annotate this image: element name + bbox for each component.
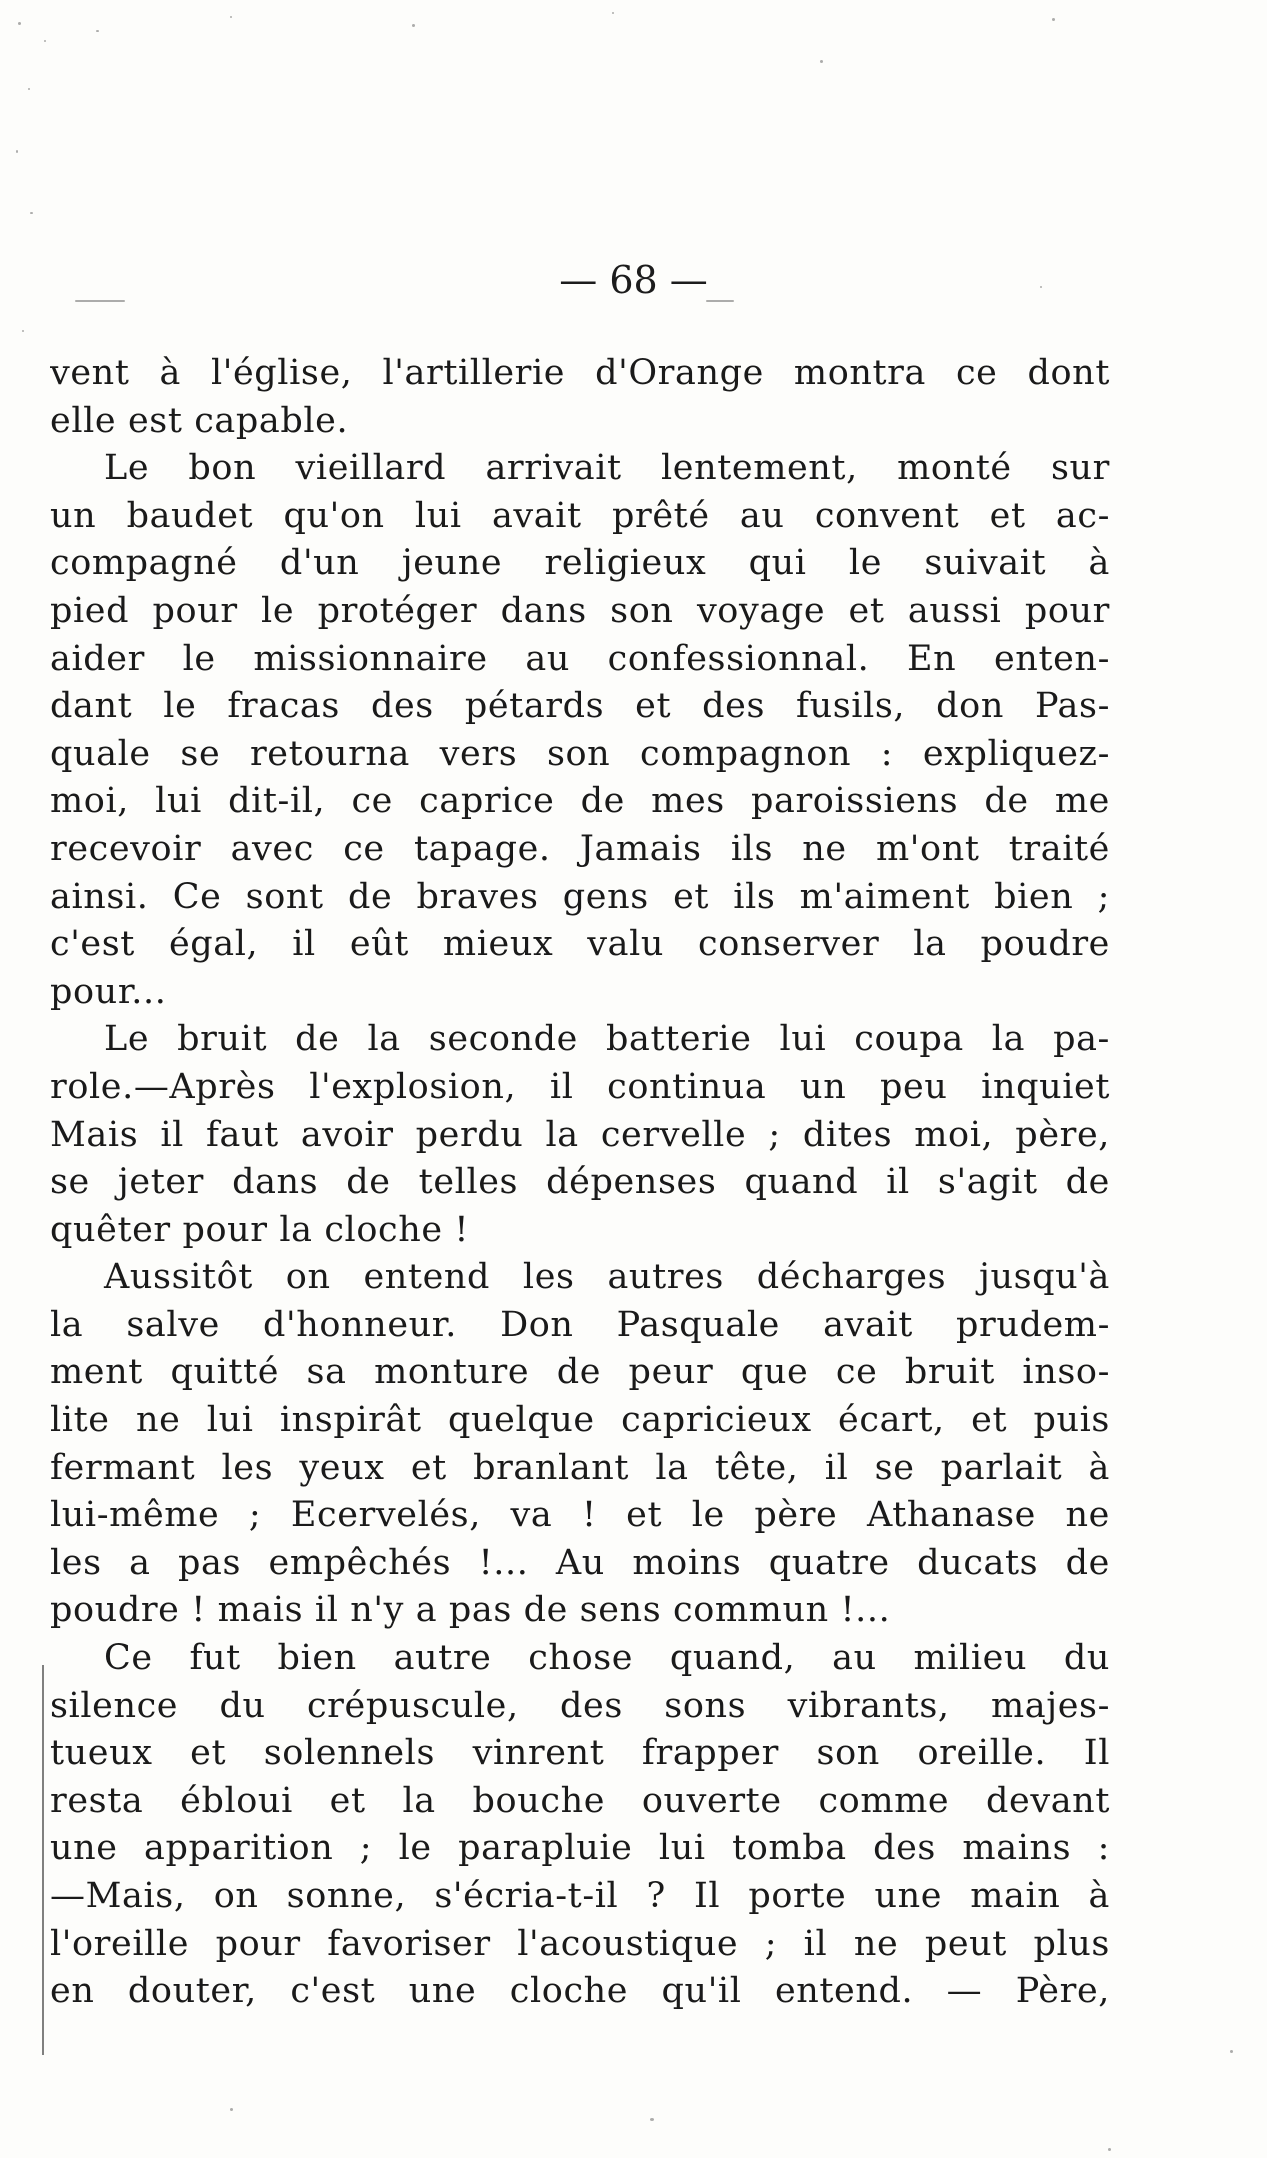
text-line: resta ébloui et la bouche ouverte comme devant — [50, 1780, 1110, 1821]
text-line: se jeter dans de telles dépenses quand il s'agit de — [50, 1162, 1110, 1203]
text-line: Mais il faut avoir perdu la cervelle ; dites moi, père, — [50, 1114, 1110, 1155]
text-line: la salve d'honneur. Don Pasquale avait prudem- — [50, 1304, 1110, 1345]
text-line: tueux et solennels vinrent frapper son oreille. Il — [50, 1733, 1110, 1774]
page-number: — 68 — — [559, 258, 708, 302]
text-line: pied pour le protéger dans son voyage et aussi pour — [50, 590, 1110, 631]
ink-speck — [22, 330, 24, 332]
text-line: vent à l'église, l'artillerie d'Orange montra ce dont — [50, 353, 1110, 393]
text-line: quale se retourna vers son compagnon : expliquez- — [50, 733, 1110, 774]
text-line: elle est capable. — [50, 400, 349, 441]
ink-speck — [1230, 2050, 1233, 2053]
ink-speck — [230, 2108, 233, 2111]
text-line: l'oreille pour favoriser l'acoustique ; il ne peut plus — [50, 1923, 1110, 1964]
text-line: poudre ! mais il n'y a pas de sens commun !... — [50, 1590, 891, 1631]
text-line: c'est égal, il eût mieux valu conserver la poudre — [50, 924, 1110, 965]
text-line: Le bruit de la seconde batterie lui coupa la pa- — [104, 1019, 1110, 1060]
text-line: —Mais, on sonne, s'écria-t-il ? Il porte une main à — [50, 1876, 1110, 1916]
text-line: en douter, c'est une cloche qu'il entend. — Père, — [50, 1971, 1110, 2012]
ink-speck — [412, 24, 415, 27]
text-line: recevoir avec ce tapage. Jamais ils ne m'ont traité — [50, 828, 1110, 869]
text-line: Le bon vieillard arrivait lentement, monté sur — [104, 448, 1110, 489]
text-line: Aussitôt on entend les autres décharges jusqu'à — [104, 1257, 1110, 1298]
ink-speck — [28, 88, 30, 90]
text-line: les a pas empêchés !... Au moins quatre ducats de — [50, 1542, 1110, 1583]
ink-speck — [1052, 18, 1055, 21]
ink-speck — [16, 150, 18, 153]
text-line: aider le missionnaire au confessionnal. En enten- — [50, 638, 1110, 679]
text-line: role.—Après l'explosion, il continua un peu inquiet — [50, 1066, 1110, 1107]
text-line: fermant les yeux et branlant la tête, il se parlait à — [50, 1447, 1110, 1488]
ink-speck — [30, 212, 33, 214]
ink-speck — [230, 16, 232, 18]
text-line: compagné d'un jeune religieux qui le suivait à — [50, 543, 1110, 584]
text-line: dant le fracas des pétards et des fusils, don Pas- — [50, 686, 1110, 727]
text-line: quêter pour la cloche ! — [50, 1209, 470, 1250]
ink-speck — [18, 22, 21, 25]
ink-speck — [1108, 2148, 1111, 2151]
text-line: silence du crépuscule, des sons vibrants, majes- — [50, 1685, 1110, 1726]
ink-speck — [820, 60, 823, 63]
text-line: lite ne lui inspirât quelque capricieux écart, et puis — [50, 1400, 1110, 1441]
text-line: une apparition ; le parapluie lui tomba des mains : — [50, 1828, 1110, 1869]
text-line: pour... — [50, 971, 167, 1012]
ink-speck — [650, 2118, 654, 2121]
ink-speck — [612, 12, 614, 14]
text-line: un baudet qu'on lui avait prêté au convent et ac- — [50, 495, 1110, 536]
ink-speck — [96, 30, 99, 32]
text-line: Ce fut bien autre chose quand, au milieu du — [104, 1638, 1110, 1679]
text-line: lui-même ; Ecervelés, va ! et le père Athanase ne — [50, 1495, 1110, 1536]
margin-rule — [42, 1665, 44, 2055]
body-text — [50, 350, 1110, 2016]
text-line: ment quitté sa monture de peur que ce bruit inso- — [50, 1352, 1110, 1393]
text-line: moi, lui dit-il, ce caprice de mes paroissiens de me — [50, 781, 1110, 822]
text-line: ainsi. Ce sont de braves gens et ils m'aiment bien ; — [50, 876, 1110, 917]
ink-speck — [44, 40, 46, 42]
